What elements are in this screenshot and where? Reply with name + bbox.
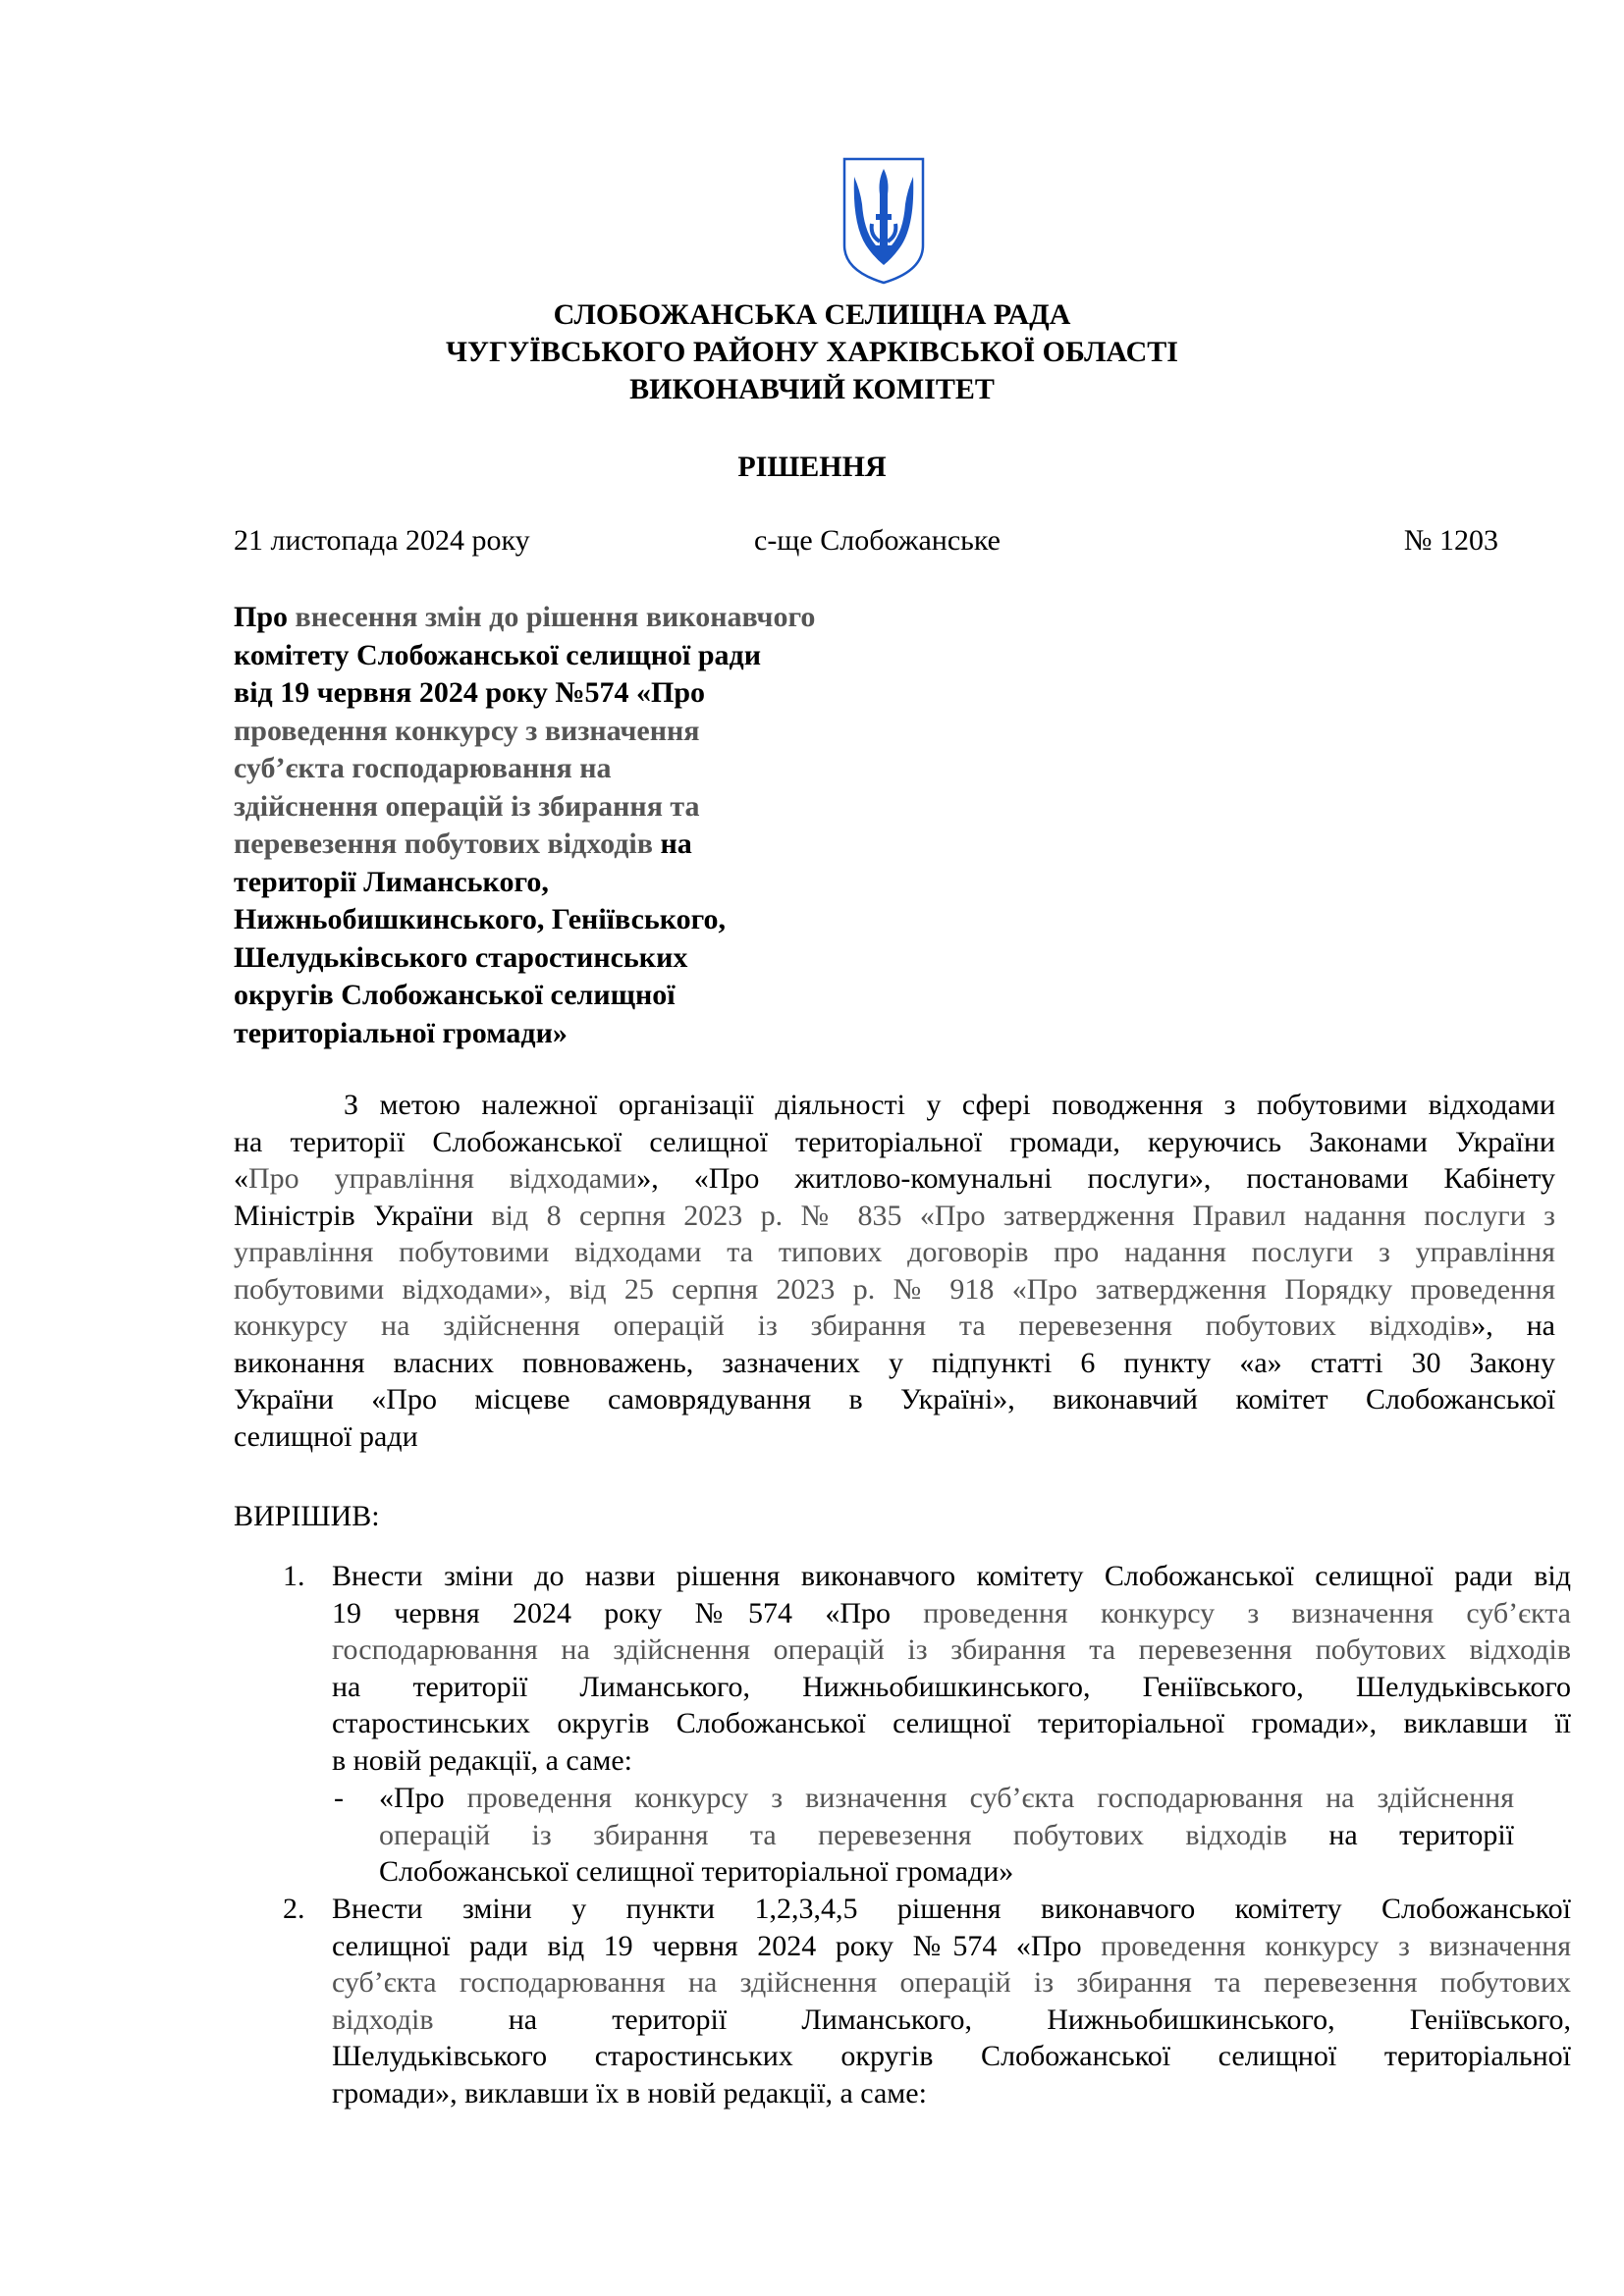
decided-heading: ВИРІШИВ:	[234, 1500, 380, 1532]
item-number: 1.	[283, 1560, 305, 1592]
org-name-line2: ЧУГУЇВСЬКОГО РАЙОНУ ХАРКІВСЬКОЇ ОБЛАСТІ	[446, 336, 1178, 368]
org-name-line1: СЛОБОЖАНСЬКА СЕЛИЩНА РАДА	[553, 298, 1071, 331]
item-number: 2.	[283, 1893, 305, 1925]
preamble-paragraph: З метою належної організації діяльності у сфері поводження з побутовими відходами на території Слобожанської селищної територіальної громади, керуючись Законами України «Про управління відходами», «Про житлово-комунальні послуги», постановами Кабінету Міністрів України від 8 серпня 2023 р. № 835 «Про затвердження Правил надання послуги з управління побутовими відходами та типових договорів про надання послуги з управління побутовими відходами», від 25 серпня 2023 р. № 918 «Про затвердження Порядку проведення конкурсу на здійснення операцій із збирання та перевезення побутових відходів», на виконання власних повноважень, зазначених у підпункті 6 пункту «а» статті 30 Закону України «Про місцеве самоврядування в Україні», виконавчий комітет Слобожанської селищної ради	[234, 1089, 1556, 1453]
document-type: РІШЕННЯ	[737, 451, 887, 483]
bullet-dash: -	[334, 1782, 344, 1814]
document-number: № 1203	[1403, 524, 1498, 557]
decision-subject: Про внесення змін до рішення виконавчого комітету Слобожанської селищної ради від 19 червня 2024 року №574 «Про проведення конкурсу з визначення суб’єкта господарювання на здійснення операцій із збирання та перевезення побутових відходів на території Лиманського, Нижньобишкинського, Геніївського, Шелудьківського старостинських округів Слобожанської селищної територіальної громади»	[234, 601, 816, 1049]
decision-item-1: 1. Внести зміни до назви рішення виконавчого комітету Слобожанської селищної ради від 19 червня 2024 року №574 «Про проведення конкурсу з визначення суб’єкта господарювання на здійснення операцій із збирання та перевезення побутових відходів на території Лиманського, Нижньобишкинського, Геніївського, Шелудьківського старостинських округів Слобожанської селищної територіальної громади», виклавши її в новій редакції, а саме:	[283, 1560, 1571, 1777]
trident-emblem-icon	[840, 155, 927, 287]
new-title-bullet: - «Про проведення конкурсу з визначення суб’єкта господарювання на здійснення операцій із збирання та перевезення побутових відходів на території Слобожанської селищної територіальної громади»	[334, 1782, 1514, 1888]
document-place: с-ще Слобожанське	[754, 524, 1001, 557]
decision-item-2: 2. Внести зміни у пункти 1,2,3,4,5 рішення виконавчого комітету Слобожанської селищної ради від 19 червня 2024 року №574 «Про проведення конкурсу з визначення суб’єкта господарювання на здійснення операцій із збирання та перевезення побутових відходів на території Лиманського, Нижньобишкинського, Геніївського, Шелудьківського старостинських округів Слобожанської селищної територіальної громади», виклавши їх в новій редакції, а саме:	[283, 1893, 1571, 2109]
org-name-line3: ВИКОНАВЧИЙ КОМІТЕТ	[629, 373, 995, 405]
document-date: 21 листопада 2024 року	[234, 524, 530, 557]
